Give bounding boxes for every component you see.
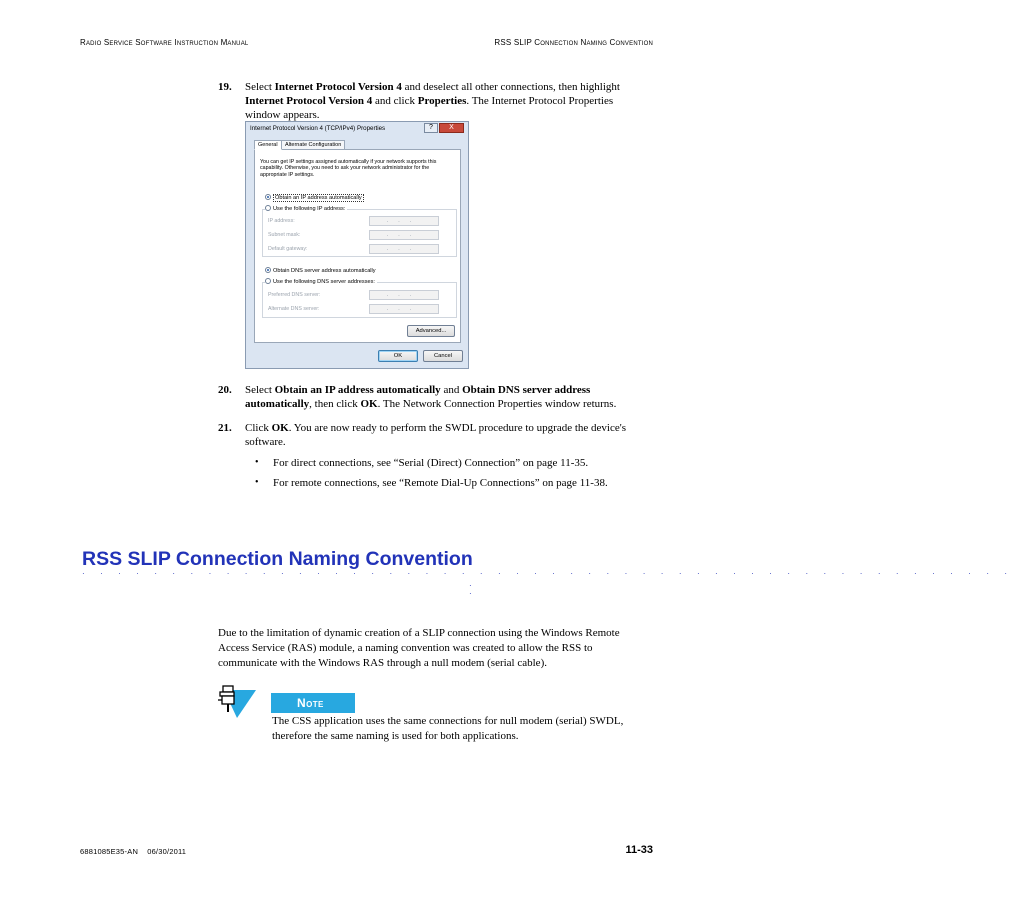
step-19: [218, 80, 638, 122]
ip-address-label: IP address:: [268, 218, 295, 224]
alternate-dns-input[interactable]: ...: [369, 304, 439, 314]
section-title: RSS SLIP Connection Naming Convention: [82, 548, 473, 570]
dotted-rule: · · · · · · · · · · · · · · · · · · · · · · · · · · · · · · · · · · · · · · · · · · · · · · · · · · · ·: [82, 569, 1014, 578]
page-number: 11-33: [625, 844, 653, 856]
advanced-button[interactable]: Advanced...: [407, 325, 455, 337]
radio-use-following-ip[interactable]: Use the following IP address:: [265, 205, 347, 213]
alternate-dns-label: Alternate DNS server:: [268, 306, 320, 312]
radio-unselected-icon: [265, 278, 271, 284]
ip-address-input[interactable]: ...: [369, 216, 439, 226]
step-20: [218, 383, 638, 411]
dialog-description: You can get IP settings assigned automatically if your network supports this capability. Otherwise, you need to ask your network administrator for the appropriate IP settings.: [260, 159, 437, 178]
tab-alternate-configuration[interactable]: Alternate Configuration: [281, 140, 345, 150]
radio-unselected-icon: [265, 205, 271, 211]
step-number: 21.: [218, 422, 232, 434]
ipv4-properties-dialog: [245, 121, 469, 369]
step-text: Click OK. You are now ready to perform the SWDL procedure to upgrade the device's software.: [245, 422, 626, 448]
bullet-icon: •: [255, 457, 259, 468]
default-gateway-label: Default gateway:: [268, 246, 308, 252]
note-text: The CSS application uses the same connections for null modem (serial) SWDL, therefore the same naming is used for both applications.: [272, 715, 624, 742]
dialog-title: Internet Protocol Version 4 (TCP/IPv4) Properties: [250, 125, 386, 132]
bullet-direct-connections: • For direct connections, see “Serial (Direct) Connection” on page 11-35.: [255, 457, 589, 469]
running-header-right: RSS SLIP Connection Naming Convention: [494, 38, 653, 47]
subnet-mask-label: Subnet mask:: [268, 232, 301, 238]
footer-doc-id: 6881085E35-AN 06/30/2011: [80, 847, 187, 856]
radio-use-following-dns[interactable]: Use the following DNS server addresses:: [265, 278, 377, 286]
preferred-dns-label: Preferred DNS server:: [268, 292, 321, 298]
radio-selected-icon: [265, 267, 271, 273]
running-header-left: Radio Service Software Instruction Manual: [80, 38, 249, 47]
step-number: 19.: [218, 81, 232, 93]
note-label: Note: [271, 693, 355, 713]
default-gateway-input[interactable]: ...: [369, 244, 439, 254]
subnet-mask-input[interactable]: ...: [369, 230, 439, 240]
tab-general[interactable]: General: [254, 140, 282, 150]
section-paragraph: Due to the limitation of dynamic creation of a SLIP connection using the Windows Remote Access Service (RAS) module, a naming convention was created to allow the RSS to communicate with the Windows RAS through a null modem (serial cable).: [218, 627, 620, 669]
dotted-rule-vertical: · ·: [469, 581, 472, 598]
help-button[interactable]: ?: [424, 123, 438, 133]
close-button[interactable]: X: [439, 123, 464, 133]
note-pin-icon: [218, 686, 256, 720]
bullet-icon: •: [255, 477, 259, 488]
radio-obtain-dns-auto[interactable]: Obtain DNS server address automatically: [265, 267, 376, 275]
cancel-button[interactable]: Cancel: [423, 350, 463, 362]
preferred-dns-input[interactable]: ...: [369, 290, 439, 300]
radio-obtain-ip-auto[interactable]: Obtain an IP address automatically: [265, 194, 364, 202]
step-text: Select Obtain an IP address automatically and Obtain DNS server address automatically, then click OK. The Network Connection Properties window returns.: [245, 384, 617, 410]
ok-button[interactable]: OK: [378, 350, 418, 362]
bullet-remote-connections: • For remote connections, see “Remote Dial-Up Connections” on page 11-38.: [255, 477, 608, 489]
radio-selected-icon: [265, 194, 271, 200]
step-number: 20.: [218, 384, 232, 396]
step-text: Select Internet Protocol Version 4 and deselect all other connections, then highlight Internet Protocol Version 4 and click Properties. The Internet Protocol Properties window appears.: [245, 81, 620, 121]
general-panel: [254, 149, 461, 343]
step-21: [218, 421, 638, 449]
